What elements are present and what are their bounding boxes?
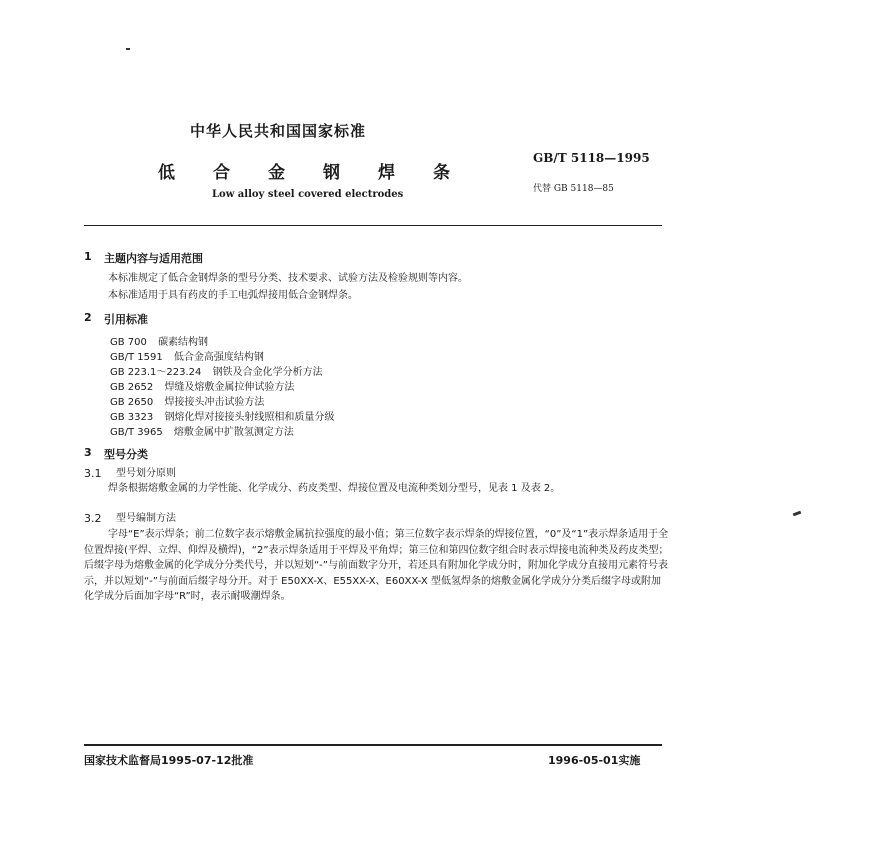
section-3-number: 3 [84,446,92,459]
english-title: Low alloy steel covered electrodes [212,189,404,200]
subsection-3-1-text: 焊条根据熔敷金属的力学性能、化学成分、药皮类型、焊接位置及电流种类划分型号，见表 1 及表 2。 [108,483,561,494]
subsection-3-2-number: 3.2 [84,512,102,525]
reference-name: 焊接接头冲击试验方法 [164,397,265,408]
reference-item [110,333,208,348]
scan-speck [793,511,802,517]
reference-name: 熔敷金属中扩散氢测定方法 [173,427,294,438]
reference-name: 低合金高强度结构钢 [173,352,264,363]
section-1-title: 主题内容与适用范围 [104,252,203,265]
reference-name: 钢铁及合金化学分析方法 [212,367,323,378]
standard-code: GB/T 5118—1995 [533,151,650,165]
reference-code: GB 2652 [110,382,154,393]
subsection-3-2-text: 字母“E”表示焊条；前二位数字表示熔敷金属抗拉强度的最小值；第三位数字表示焊条的焊接位置，“0”及“1”表示焊条适用于全位置焊接(平焊、立焊、仰焊及横焊)，“2”表示焊条适用于平焊及平角焊；第三位和第四位数字组合时表示焊接电流种类及药皮类型；后缀字母为熔敷金属的化学成分分类代号，并以短划“-”与前面数字分开，若还具有附加化学成分时，附加化学成分直接用元素符号表示，并以短划“-”与前面后缀字母分开。对于 E50XX-X、E55XX-X、E60XX-X 型低氢焊条的熔敷金属化学成分分类后缀字母或附加化学成分后面加字母“R”时，表示耐吸潮焊条。 [84,529,669,602]
reference-item [110,408,334,423]
reference-item [110,393,264,408]
section-1-line-2: 本标准适用于具有药皮的手工电弧焊接用低合金钢焊条。 [108,290,358,301]
reference-name: 碳素结构钢 [158,337,209,348]
reference-code: GB 223.1～223.24 [110,367,202,378]
section-1-number: 1 [84,250,92,263]
reference-code: GB 2650 [110,397,154,408]
footer-divider [84,744,662,746]
subsection-3-2-title: 型号编制方法 [116,513,176,524]
reference-name: 焊缝及熔敷金属拉伸试验方法 [164,382,295,393]
document-title: 低合金钢焊条 [158,163,488,183]
section-1-line-1: 本标准规定了低合金钢焊条的型号分类、技术要求、试验方法及检验规则等内容。 [108,273,468,284]
scan-speck [126,48,130,50]
subsection-3-1-title: 型号划分原则 [116,468,176,479]
effective-date: 1996-05-01实施 [548,754,641,767]
section-2-number: 2 [84,311,92,324]
subsection-3-1-number: 3.1 [84,467,102,480]
standard-title: 中华人民共和国国家标准 [190,122,367,140]
reference-code: GB/T 3965 [110,427,163,438]
reference-item [110,348,264,363]
reference-name: 钢熔化焊对接接头射线照相和质量分级 [164,412,335,423]
reference-code: GB 3323 [110,412,154,423]
reference-item [110,378,294,393]
approval-note: 国家技术监督局1995-07-12批准 [84,754,254,767]
reference-code: GB 700 [110,337,147,348]
header-divider [84,225,662,226]
reference-item [110,363,323,378]
section-3-title: 型号分类 [104,448,148,461]
replaces-note: 代替 GB 5118—85 [533,184,614,194]
reference-item [110,423,294,438]
section-2-title: 引用标准 [104,313,148,326]
reference-code: GB/T 1591 [110,352,163,363]
